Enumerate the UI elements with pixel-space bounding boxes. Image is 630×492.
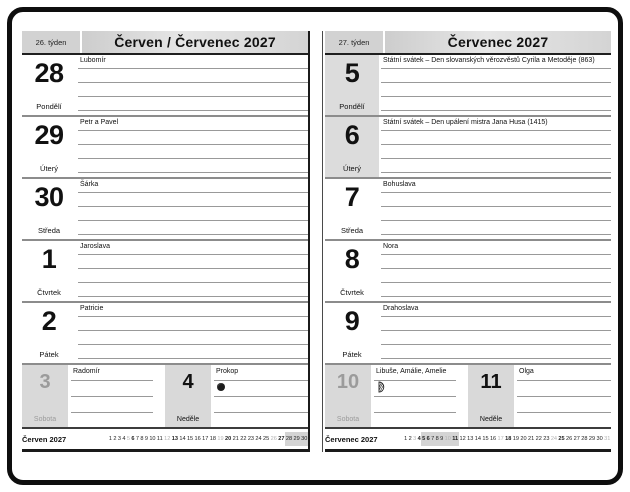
week-number-label: 26. týden bbox=[22, 31, 80, 53]
nameday-entry: Patricie bbox=[80, 305, 104, 312]
mini-calendar-day: 3 bbox=[413, 436, 417, 442]
weekday-label: Pátek bbox=[39, 350, 59, 359]
mini-calendar-day: 7 bbox=[430, 432, 435, 446]
mini-calendar-day: 18 bbox=[209, 436, 216, 442]
weekday-label: Pátek bbox=[342, 350, 362, 359]
day-writing-area bbox=[381, 179, 611, 235]
mini-calendar-day: 6 bbox=[131, 436, 135, 442]
day-number: 7 bbox=[344, 182, 360, 212]
mini-calendar-day: 11 bbox=[156, 436, 163, 442]
day-number-column bbox=[325, 241, 379, 301]
day-number: 6 bbox=[344, 120, 360, 150]
holiday-entry: Státní svátek – Den upálení mistra Jana Husa (1415) bbox=[383, 119, 548, 126]
weekday-label: Sobota bbox=[33, 416, 57, 423]
day-writing-area bbox=[381, 55, 611, 111]
page-header bbox=[325, 31, 611, 53]
weekday-label: Pondělí bbox=[36, 102, 62, 111]
day-number: 1 bbox=[41, 244, 57, 274]
mini-calendar-day: 13 bbox=[467, 436, 474, 442]
mini-calendar-day: 26 bbox=[270, 436, 277, 442]
mini-calendar-day: 31 bbox=[604, 436, 611, 442]
mini-calendar bbox=[403, 432, 611, 446]
mini-calendar-day: 17 bbox=[202, 436, 209, 442]
day-number: 28 bbox=[34, 58, 64, 88]
day-number-column bbox=[468, 365, 514, 427]
mini-calendar-day: 2 bbox=[113, 436, 117, 442]
weekday-label: Čtvrtek bbox=[37, 288, 61, 297]
month-strip-label: Červenec 2027 bbox=[325, 434, 378, 444]
page-title: Červen / Červenec 2027 bbox=[82, 31, 308, 53]
mini-calendar-day: 8 bbox=[140, 436, 144, 442]
day-row-wednesday bbox=[22, 179, 308, 241]
day-row-wednesday bbox=[325, 179, 611, 241]
day-number: 5 bbox=[344, 58, 360, 88]
mini-calendar-day: 18 bbox=[505, 436, 512, 442]
day-writing-area bbox=[214, 365, 308, 413]
mini-calendar-day: 22 bbox=[535, 436, 542, 442]
mini-calendar-day: 14 bbox=[179, 436, 186, 442]
day-writing-area bbox=[381, 117, 611, 173]
weekday-label: Středa bbox=[340, 226, 364, 235]
mini-calendar-day: 29 bbox=[293, 432, 301, 446]
mini-calendar-day: 20 bbox=[224, 436, 232, 442]
mini-calendar-day: 19 bbox=[217, 436, 224, 442]
mini-calendar-day: 20 bbox=[520, 436, 527, 442]
day-number: 10 bbox=[336, 371, 360, 393]
nameday-entry: Šárka bbox=[80, 181, 99, 188]
mini-calendar-day: 9 bbox=[439, 432, 444, 446]
month-strip bbox=[22, 427, 308, 452]
new-moon-icon bbox=[217, 383, 225, 391]
mini-calendar-day: 24 bbox=[255, 436, 262, 442]
day-number: 4 bbox=[182, 371, 194, 393]
day-writing-area bbox=[381, 303, 611, 359]
mini-calendar-day: 8 bbox=[435, 432, 440, 446]
day-number-column-holiday bbox=[325, 117, 379, 177]
mini-calendar-day: 13 bbox=[171, 436, 178, 442]
weekend-row bbox=[325, 365, 611, 427]
day-number-column-holiday bbox=[325, 55, 379, 115]
mini-calendar-day: 16 bbox=[489, 436, 497, 442]
page-week-26 bbox=[22, 31, 310, 452]
mini-calendar-day: 4 bbox=[122, 436, 126, 442]
mini-calendar-day: 30 bbox=[596, 436, 603, 442]
nameday-entry: Prokop bbox=[216, 368, 239, 375]
page-title: Červenec 2027 bbox=[385, 31, 611, 53]
mini-calendar-day: 12 bbox=[164, 436, 171, 442]
day-writing-area bbox=[381, 241, 611, 297]
saturday-cell bbox=[325, 365, 468, 427]
day-number-column bbox=[22, 179, 76, 239]
holiday-entry: Státní svátek – Den slovanských věrozvěstů Cyrila a Metoděje (863) bbox=[383, 57, 595, 64]
nameday-entry: Petr a Pavel bbox=[80, 119, 119, 126]
day-number-column bbox=[22, 117, 76, 177]
day-writing-area bbox=[78, 179, 308, 235]
day-number-column bbox=[325, 303, 379, 363]
mini-calendar-day: 28 bbox=[581, 436, 588, 442]
mini-calendar-day: 29 bbox=[588, 436, 596, 442]
day-writing-area bbox=[78, 55, 308, 111]
mini-calendar-day: 1 bbox=[404, 436, 408, 442]
weekday-label: Neděle bbox=[176, 416, 200, 423]
mini-calendar-day: 19 bbox=[512, 436, 519, 442]
weekday-label: Středa bbox=[37, 226, 61, 235]
day-row-friday bbox=[22, 303, 308, 365]
mini-calendar-day: 25 bbox=[263, 436, 270, 442]
day-row-tuesday bbox=[22, 117, 308, 179]
first-quarter-moon-icon bbox=[377, 381, 386, 393]
mini-calendar-day: 1 bbox=[108, 436, 112, 442]
day-number-column bbox=[22, 241, 76, 301]
day-number: 9 bbox=[344, 306, 360, 336]
saturday-cell bbox=[22, 365, 165, 427]
day-number-column bbox=[22, 365, 68, 427]
weekday-label: Úterý bbox=[343, 164, 361, 173]
mini-calendar-day: 3 bbox=[117, 436, 121, 442]
day-writing-area bbox=[517, 365, 611, 413]
day-row-monday bbox=[325, 55, 611, 117]
nameday-entry: Libuše, Amálie, Amelie bbox=[376, 368, 447, 375]
nameday-entry: Bohuslava bbox=[383, 181, 416, 188]
nameday-entry: Lubomír bbox=[80, 57, 106, 64]
mini-calendar-day: 26 bbox=[566, 436, 573, 442]
day-row-friday bbox=[325, 303, 611, 365]
mini-calendar-day: 28 bbox=[285, 432, 293, 446]
weekday-label: Neděle bbox=[479, 416, 503, 423]
mini-calendar-day: 17 bbox=[497, 436, 504, 442]
mini-calendar-day: 16 bbox=[194, 436, 201, 442]
mini-calendar-day: 21 bbox=[232, 436, 239, 442]
month-strip bbox=[325, 427, 611, 452]
week-number-label: 27. týden bbox=[325, 31, 383, 53]
mini-calendar-day: 22 bbox=[240, 436, 247, 442]
mini-calendar-day: 9 bbox=[144, 436, 148, 442]
day-row-thursday bbox=[22, 241, 308, 303]
day-writing-area bbox=[78, 303, 308, 359]
mini-calendar-day: 24 bbox=[550, 436, 558, 442]
day-number: 3 bbox=[39, 371, 51, 393]
day-writing-area bbox=[78, 241, 308, 297]
mini-calendar-day: 23 bbox=[247, 436, 255, 442]
mini-calendar-day: 6 bbox=[426, 432, 431, 446]
weekday-label: Čtvrtek bbox=[340, 288, 364, 297]
nameday-entry: Drahoslava bbox=[383, 305, 419, 312]
mini-calendar bbox=[108, 432, 308, 446]
day-number-column bbox=[22, 55, 76, 115]
mini-calendar-day: 5 bbox=[421, 432, 426, 446]
weekday-label: Pondělí bbox=[339, 102, 365, 111]
day-number: 2 bbox=[41, 306, 57, 336]
mini-calendar-day: 23 bbox=[543, 436, 550, 442]
mini-calendar-day: 15 bbox=[482, 436, 489, 442]
weekend-row bbox=[22, 365, 308, 427]
weekday-label: Úterý bbox=[40, 164, 58, 173]
day-number: 8 bbox=[344, 244, 360, 274]
mini-calendar-day: 11 bbox=[452, 432, 459, 446]
mini-calendar-day: 10 bbox=[149, 436, 156, 442]
moon-phase-line bbox=[374, 379, 456, 395]
weekday-label: Sobota bbox=[336, 416, 360, 423]
mini-calendar-day: 27 bbox=[278, 436, 285, 442]
day-row-thursday bbox=[325, 241, 611, 303]
mini-calendar-day: 2 bbox=[408, 436, 412, 442]
mini-calendar-day: 27 bbox=[573, 436, 580, 442]
day-number: 29 bbox=[34, 120, 64, 150]
moon-phase-line bbox=[214, 379, 308, 395]
day-writing-area bbox=[71, 365, 153, 413]
mini-calendar-day: 14 bbox=[474, 436, 481, 442]
nameday-entry: Jaroslava bbox=[80, 243, 110, 250]
day-number-column bbox=[325, 365, 371, 427]
mini-calendar-day: 7 bbox=[135, 436, 139, 442]
day-number: 30 bbox=[34, 182, 64, 212]
nameday-entry: Nora bbox=[383, 243, 399, 250]
day-row-monday bbox=[22, 55, 308, 117]
mini-calendar-day: 30 bbox=[300, 432, 308, 446]
day-writing-area bbox=[78, 117, 308, 173]
mini-calendar-day: 12 bbox=[459, 436, 466, 442]
day-number-column bbox=[325, 179, 379, 239]
month-strip-label: Červen 2027 bbox=[22, 434, 67, 444]
nameday-entry: Radomír bbox=[73, 368, 100, 375]
page-header bbox=[22, 31, 308, 53]
mini-calendar-day: 25 bbox=[558, 436, 565, 442]
day-writing-area bbox=[374, 365, 456, 413]
mini-calendar-day: 4 bbox=[417, 436, 421, 442]
mini-calendar-day: 5 bbox=[126, 436, 130, 442]
sunday-cell bbox=[165, 365, 308, 427]
nameday-entry: Olga bbox=[519, 368, 534, 375]
mini-calendar-day: 15 bbox=[186, 436, 194, 442]
day-row-tuesday bbox=[325, 117, 611, 179]
mini-calendar-day: 21 bbox=[527, 436, 535, 442]
day-number-column bbox=[22, 303, 76, 363]
page-week-27 bbox=[322, 31, 611, 452]
day-number-column bbox=[165, 365, 211, 427]
day-number: 11 bbox=[480, 371, 502, 393]
mini-calendar-day: 10 bbox=[444, 432, 452, 446]
sunday-cell bbox=[468, 365, 611, 427]
